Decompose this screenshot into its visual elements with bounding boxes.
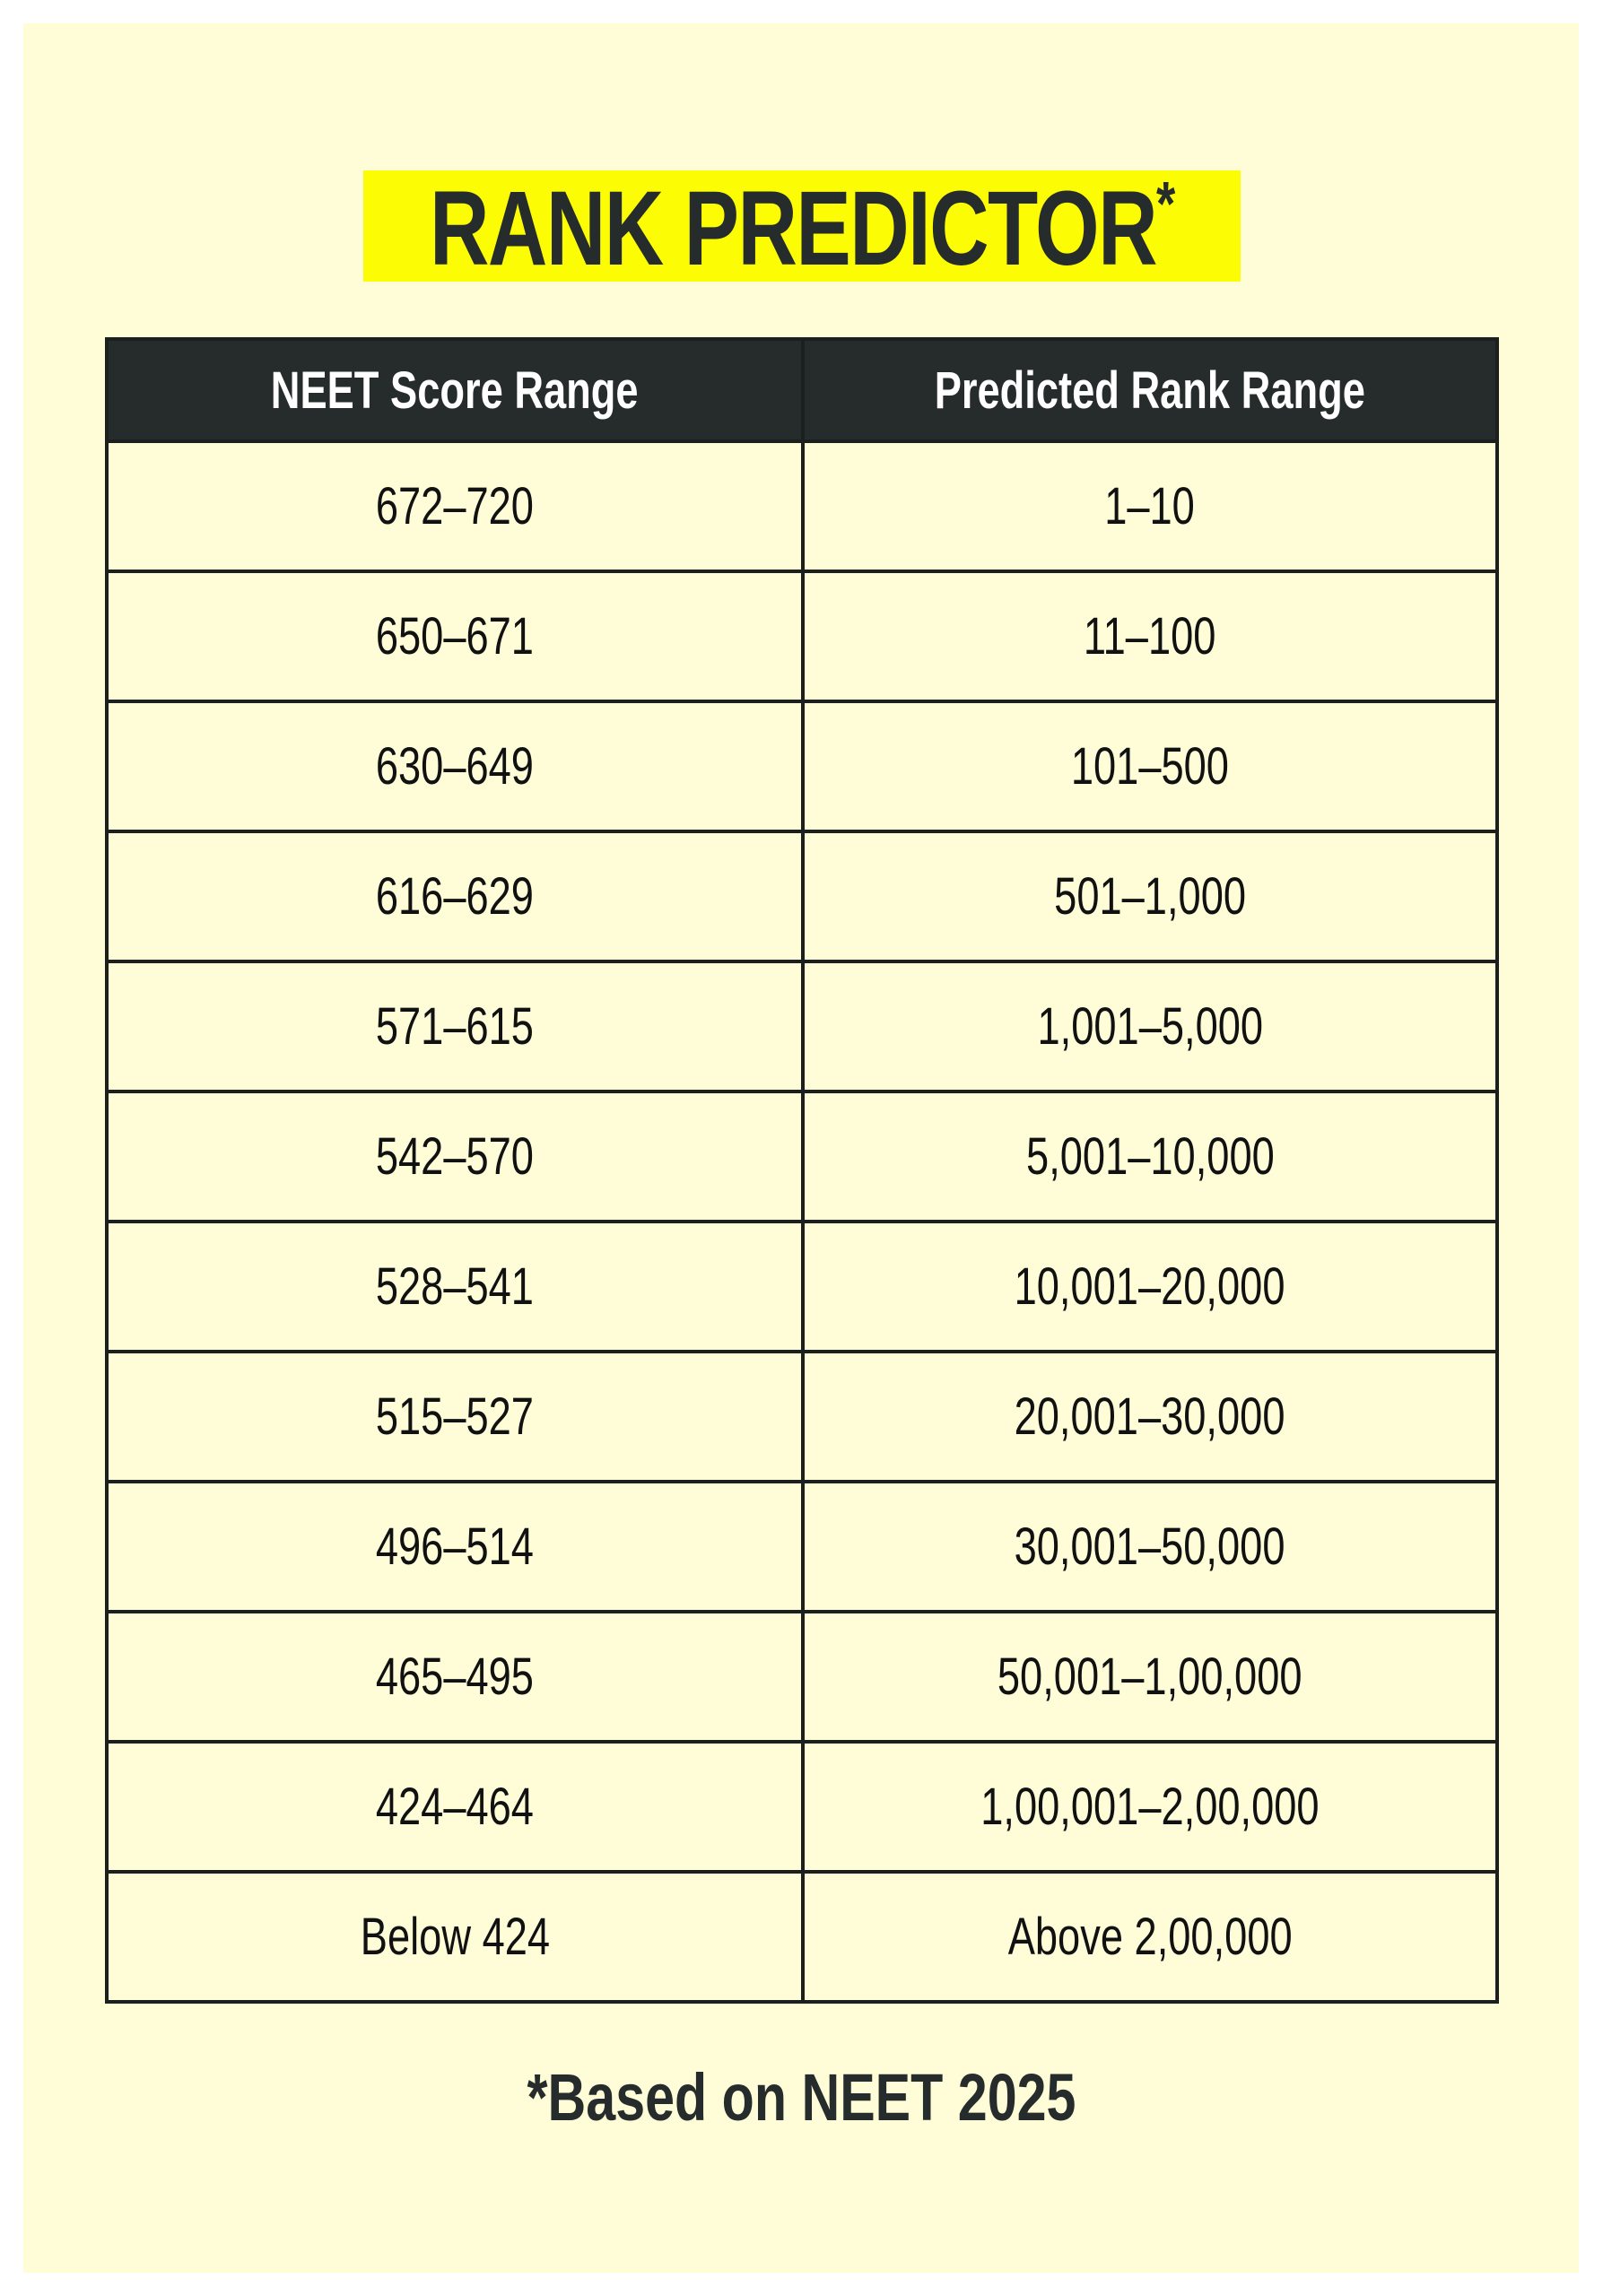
footnote-text: *Based on NEET 2025: [527, 2060, 1076, 2135]
rank-cell: [803, 1612, 1497, 1742]
score-cell: [107, 1091, 803, 1222]
rank-cell-value: 101–500: [1070, 737, 1230, 796]
score-cell: [107, 1352, 803, 1482]
rank-cell: [803, 1352, 1497, 1482]
score-cell-value: 496–514: [375, 1518, 535, 1576]
rank-cell-value: 501–1,000: [1054, 867, 1246, 926]
score-cell: [107, 571, 803, 701]
score-cell: [107, 441, 803, 571]
rank-cell-value: 1–10: [1104, 477, 1196, 535]
score-cell-value: 630–649: [375, 737, 535, 796]
rank-cell-value: 10,001–20,000: [1015, 1257, 1285, 1316]
table-row: [107, 1222, 1497, 1352]
table-row: [107, 441, 1497, 571]
score-cell-value: 650–671: [375, 607, 535, 665]
score-cell: [107, 961, 803, 1091]
page-title: [430, 169, 1174, 288]
title-asterisk: *: [1156, 169, 1174, 239]
rank-cell: [803, 1091, 1497, 1222]
header-score-range: NEET Score Range: [107, 339, 803, 441]
score-cell-value: Below 424: [360, 1908, 550, 1966]
table-row: [107, 1872, 1497, 2002]
score-cell: [107, 1742, 803, 1872]
rank-cell: [803, 1222, 1497, 1352]
score-cell-value: 465–495: [375, 1648, 535, 1706]
table-row: [107, 1482, 1497, 1612]
rank-cell-value: 1,001–5,000: [1037, 997, 1263, 1056]
table-row: [107, 961, 1497, 1091]
rank-cell: [803, 1742, 1497, 1872]
title-text: RANK PREDICTOR: [430, 170, 1157, 288]
rank-cell-value: 20,001–30,000: [1015, 1387, 1285, 1446]
rank-cell: [803, 441, 1497, 571]
table-row: [107, 1612, 1497, 1742]
table-row: [107, 571, 1497, 701]
table-row: [107, 701, 1497, 831]
rank-predictor-table: [105, 337, 1499, 2004]
table-row: [107, 1091, 1497, 1222]
rank-cell-value: Above 2,00,000: [1007, 1908, 1293, 1966]
score-cell-value: 515–527: [375, 1387, 535, 1446]
score-cell-value: 571–615: [375, 997, 535, 1056]
header-rank-range: Predicted Rank Range: [803, 339, 1497, 441]
table-row: [107, 1352, 1497, 1482]
table-header-row: [107, 339, 1497, 441]
score-cell-value: 424–464: [375, 1778, 535, 1836]
score-cell: [107, 1872, 803, 2002]
rank-cell: [803, 1482, 1497, 1612]
score-cell: [107, 1482, 803, 1612]
rank-cell-value: 30,001–50,000: [1015, 1518, 1285, 1576]
score-cell: [107, 1222, 803, 1352]
score-cell: [107, 701, 803, 831]
score-cell-value: 616–629: [375, 867, 535, 926]
score-cell-value: 672–720: [375, 477, 535, 535]
rank-cell-value: 50,001–1,00,000: [998, 1648, 1302, 1706]
rank-cell: [803, 961, 1497, 1091]
rank-cell: [803, 571, 1497, 701]
rank-cell-value: 5,001–10,000: [1025, 1127, 1275, 1186]
rank-cell-value: 11–100: [1084, 607, 1216, 665]
score-cell-value: 528–541: [375, 1257, 535, 1316]
table-row: [107, 831, 1497, 961]
rank-cell-value: 1,00,001–2,00,000: [980, 1778, 1320, 1836]
title-banner: [363, 169, 1241, 288]
table-row: [107, 1742, 1497, 1872]
score-cell: [107, 831, 803, 961]
score-cell-value: 542–570: [375, 1127, 535, 1186]
footnote: [0, 2059, 1603, 2135]
rank-cell: [803, 701, 1497, 831]
score-cell: [107, 1612, 803, 1742]
rank-cell: [803, 1872, 1497, 2002]
rank-cell: [803, 831, 1497, 961]
